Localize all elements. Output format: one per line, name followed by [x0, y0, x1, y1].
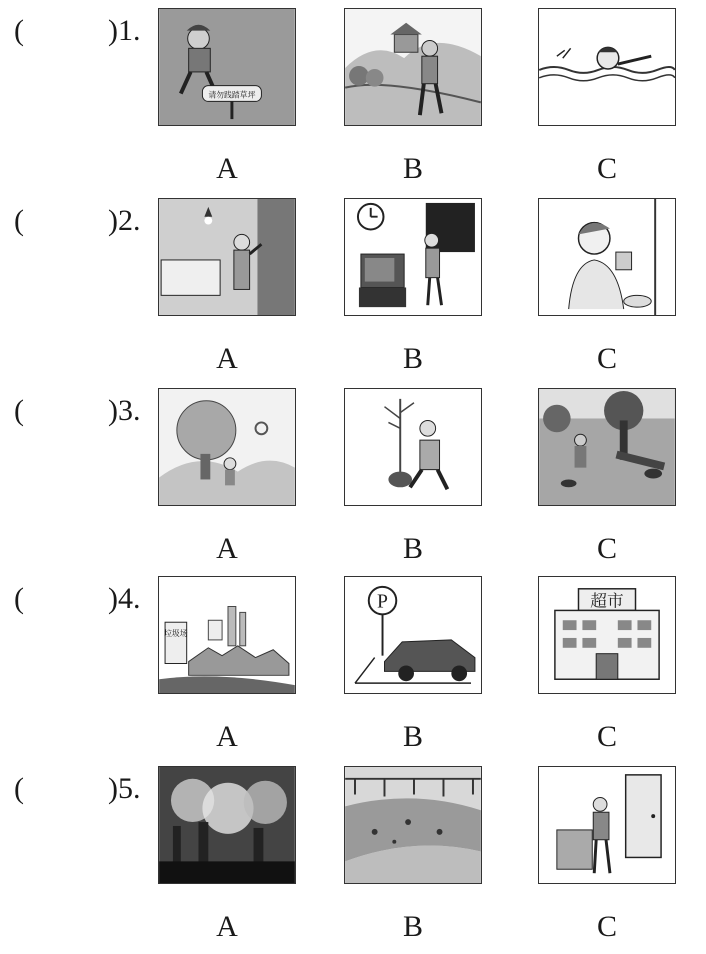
question-number: )5.	[108, 772, 141, 805]
factory-smoke-picture	[159, 767, 295, 883]
question-row-2	[0, 198, 706, 386]
child-under-big-tree-picture	[159, 389, 295, 505]
q1-option-c-image[interactable]	[538, 8, 676, 126]
question-row-3	[0, 388, 706, 576]
polluted-river-picture	[345, 767, 481, 883]
question-number: )2.	[108, 204, 141, 237]
woman-brushing-teeth-picture	[539, 199, 675, 315]
option-label-c: C	[596, 532, 617, 565]
supermarket-sign: 超市	[590, 591, 624, 611]
sign-text: 垃圾场	[164, 628, 188, 638]
man-at-door-picture	[539, 767, 675, 883]
garbage-dump-picture	[159, 577, 295, 693]
answer-blank-open-paren: (	[14, 14, 24, 47]
q5-option-b-image[interactable]	[344, 766, 482, 884]
q5-option-c-image[interactable]	[538, 766, 676, 884]
option-label-c: C	[596, 342, 617, 375]
q3-option-c-image[interactable]	[538, 388, 676, 506]
option-label-a: A	[216, 152, 238, 185]
q2-option-b-image[interactable]	[344, 198, 482, 316]
option-label-a: A	[216, 342, 238, 375]
parking-sign-letter: P	[377, 590, 388, 613]
option-label-b: B	[402, 342, 423, 375]
answer-blank-open-paren: (	[14, 394, 24, 427]
q3-option-b-image[interactable]	[344, 388, 482, 506]
woman-leaving-room-light-on-picture	[159, 199, 295, 315]
q5-option-a-image[interactable]	[158, 766, 296, 884]
q2-option-a-image[interactable]	[158, 198, 296, 316]
option-label-b: B	[402, 532, 423, 565]
question-number: )3.	[108, 394, 141, 427]
sign-text: 请勿践踏草坪	[208, 90, 256, 100]
question-row-5	[0, 766, 706, 954]
answer-blank-open-paren: (	[14, 204, 24, 237]
option-label-a: A	[216, 910, 238, 943]
q2-option-c-image[interactable]	[538, 198, 676, 316]
supermarket-building-picture	[539, 577, 675, 693]
boy-with-sign-picture	[159, 9, 295, 125]
question-row-1	[0, 8, 706, 196]
q4-option-b-image[interactable]	[344, 576, 482, 694]
option-label-b: B	[402, 152, 423, 185]
boy-walking-park-picture	[345, 9, 481, 125]
option-label-c: C	[596, 910, 617, 943]
man-cutting-trees-picture	[539, 389, 675, 505]
q1-option-a-image[interactable]	[158, 8, 296, 126]
man-planting-tree-picture	[345, 389, 481, 505]
question-number: )4.	[108, 582, 141, 615]
option-label-b: B	[402, 910, 423, 943]
question-number: )1.	[108, 14, 141, 47]
boy-watching-tv-at-night-picture	[345, 199, 481, 315]
q4-option-a-image[interactable]	[158, 576, 296, 694]
option-label-c: C	[596, 720, 617, 753]
q3-option-a-image[interactable]	[158, 388, 296, 506]
answer-blank-open-paren: (	[14, 772, 24, 805]
boy-swimming-picture	[539, 9, 675, 125]
q4-option-c-image[interactable]	[538, 576, 676, 694]
option-label-a: A	[216, 720, 238, 753]
q1-option-b-image[interactable]	[344, 8, 482, 126]
option-label-b: B	[402, 720, 423, 753]
answer-blank-open-paren: (	[14, 582, 24, 615]
question-row-4	[0, 576, 706, 764]
parking-lot-picture	[345, 577, 481, 693]
option-label-c: C	[596, 152, 617, 185]
option-label-a: A	[216, 532, 238, 565]
